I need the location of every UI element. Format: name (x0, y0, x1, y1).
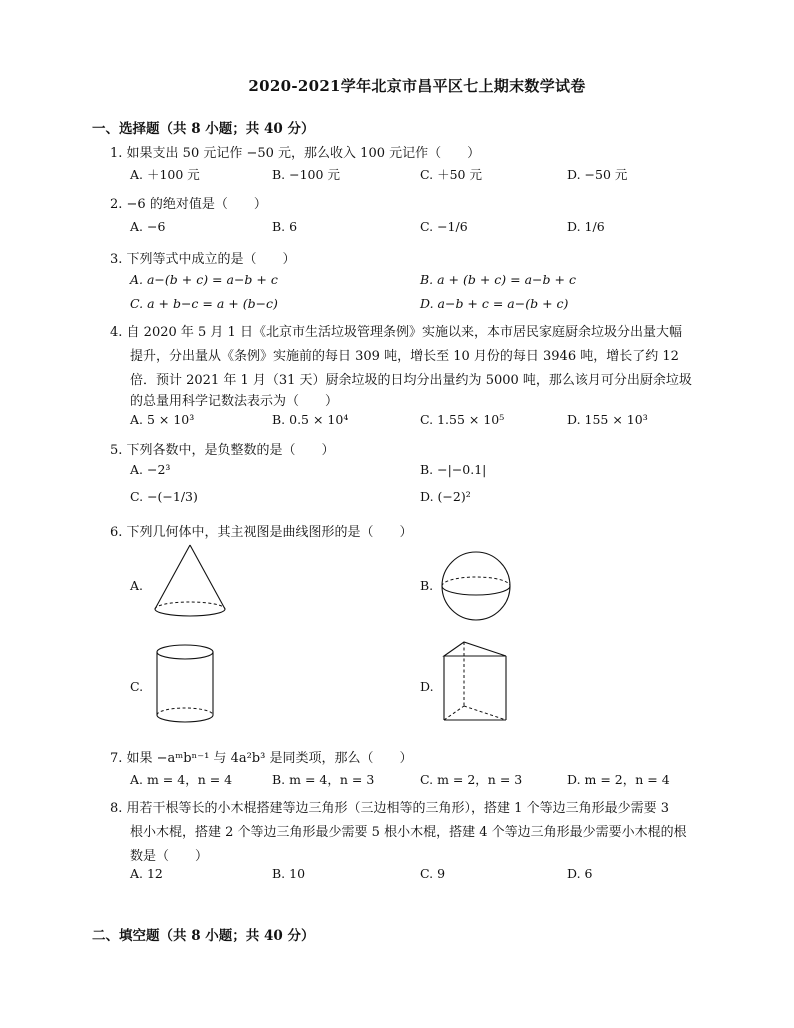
q6-option-d[interactable]: D. (420, 679, 434, 694)
prism-figure (438, 638, 518, 728)
question-7-stem: 7. 如果 −aᵐbⁿ⁻¹ 与 4a²b³ 是同类项，那么（ ） (110, 751, 413, 766)
q2-option-a[interactable]: A. −6 (130, 219, 166, 234)
q4-option-b[interactable]: B. 0.5 × 10⁴ (272, 412, 349, 427)
question-8-line-2: 根小木棍，搭建 2 个等边三角形最少需要 5 根小木棍，搭建 4 个等边三角形最少需要小木棍的根 (130, 825, 687, 840)
q1-option-a[interactable]: A. ＋100 元 (130, 167, 200, 182)
q8-option-b[interactable]: B. 10 (272, 866, 306, 881)
q1-option-b[interactable]: B. −100 元 (272, 167, 340, 182)
q7-option-d[interactable]: D. m = 2，n = 4 (567, 772, 670, 787)
q3-option-a[interactable]: A. a−(b + c) = a−b + c (130, 272, 278, 287)
q2-option-d[interactable]: D. 1/6 (567, 219, 605, 234)
q5-option-c[interactable]: C. −(−1/3) (130, 489, 198, 504)
q1-option-d[interactable]: D. −50 元 (567, 167, 628, 182)
section-heading-choice: 一、选择题（共 8 小题；共 40 分） (92, 121, 315, 137)
q7-option-b[interactable]: B. m = 4，n = 3 (272, 772, 375, 787)
q4-option-c[interactable]: C. 1.55 × 10⁵ (420, 412, 505, 427)
q5-option-b[interactable]: B. −|−0.1| (420, 462, 487, 477)
question-5-stem: 5. 下列各数中，是负整数的是（ ） (110, 443, 335, 458)
q6-option-c[interactable]: C. (130, 679, 144, 694)
question-4-line-4: 的总量用科学记数法表示为（ ） (130, 394, 339, 409)
q8-option-d[interactable]: D. 6 (567, 866, 593, 881)
q1-option-c[interactable]: C. ＋50 元 (420, 167, 482, 182)
q6-option-b[interactable]: B. (420, 578, 434, 593)
cylinder-figure (150, 640, 220, 730)
question-6-stem: 6. 下列几何体中，其主视图是曲线图形的是（ ） (110, 525, 413, 540)
q6-option-a[interactable]: A. (130, 578, 144, 593)
q4-option-a[interactable]: A. 5 × 10³ (130, 412, 195, 427)
question-8-line-3: 数是（ ） (130, 849, 209, 864)
question-4-line-1: 4. 自 2020 年 5 月 1 日《北京市生活垃圾管理条例》实施以来，本市居民家庭厨余垃圾分出量大幅 (110, 325, 682, 340)
q4-option-d[interactable]: D. 155 × 10³ (567, 412, 648, 427)
question-8-line-1: 8. 用若干根等长的小木棍搭建等边三角形（三边相等的三角形），搭建 1 个等边三角形最少需要 3 (110, 801, 669, 816)
cone-figure (150, 542, 230, 622)
question-3-stem: 3. 下列等式中成立的是（ ） (110, 252, 296, 267)
question-1-stem: 1. 如果支出 50 元记作 −50 元，那么收入 100 元记作（ ） (110, 146, 481, 161)
section-heading-fill-blank: 二、填空题（共 8 小题；共 40 分） (92, 928, 315, 944)
sphere-figure (438, 548, 518, 628)
page-title: 2020-2021学年北京市昌平区七上期末数学试卷 (248, 77, 586, 95)
q7-option-c[interactable]: C. m = 2，n = 3 (420, 772, 523, 787)
q8-option-a[interactable]: A. 12 (130, 866, 163, 881)
q7-option-a[interactable]: A. m = 4，n = 4 (130, 772, 233, 787)
q2-option-b[interactable]: B. 6 (272, 219, 298, 234)
question-4-line-3: 倍．预计 2021 年 1 月（31 天）厨余垃圾的日均分出量约为 5000 吨，那么该月可分出厨余垃圾 (130, 373, 692, 388)
q5-option-a[interactable]: A. −2³ (130, 462, 171, 477)
question-2-stem: 2. −6 的绝对值是（ ） (110, 197, 267, 212)
q2-option-c[interactable]: C. −1/6 (420, 219, 468, 234)
q8-option-c[interactable]: C. 9 (420, 866, 446, 881)
q3-option-b[interactable]: B. a + (b + c) = a−b + c (420, 272, 576, 287)
q3-option-c[interactable]: C. a + b−c = a + (b−c) (130, 296, 278, 311)
question-4-line-2: 提升，分出量从《条例》实施前的每日 309 吨，增长至 10 月份的每日 3946 吨，增长了约 12 (130, 349, 679, 364)
q3-option-d[interactable]: D. a−b + c = a−(b + c) (420, 296, 569, 311)
q5-option-d[interactable]: D. (−2)² (420, 489, 471, 504)
